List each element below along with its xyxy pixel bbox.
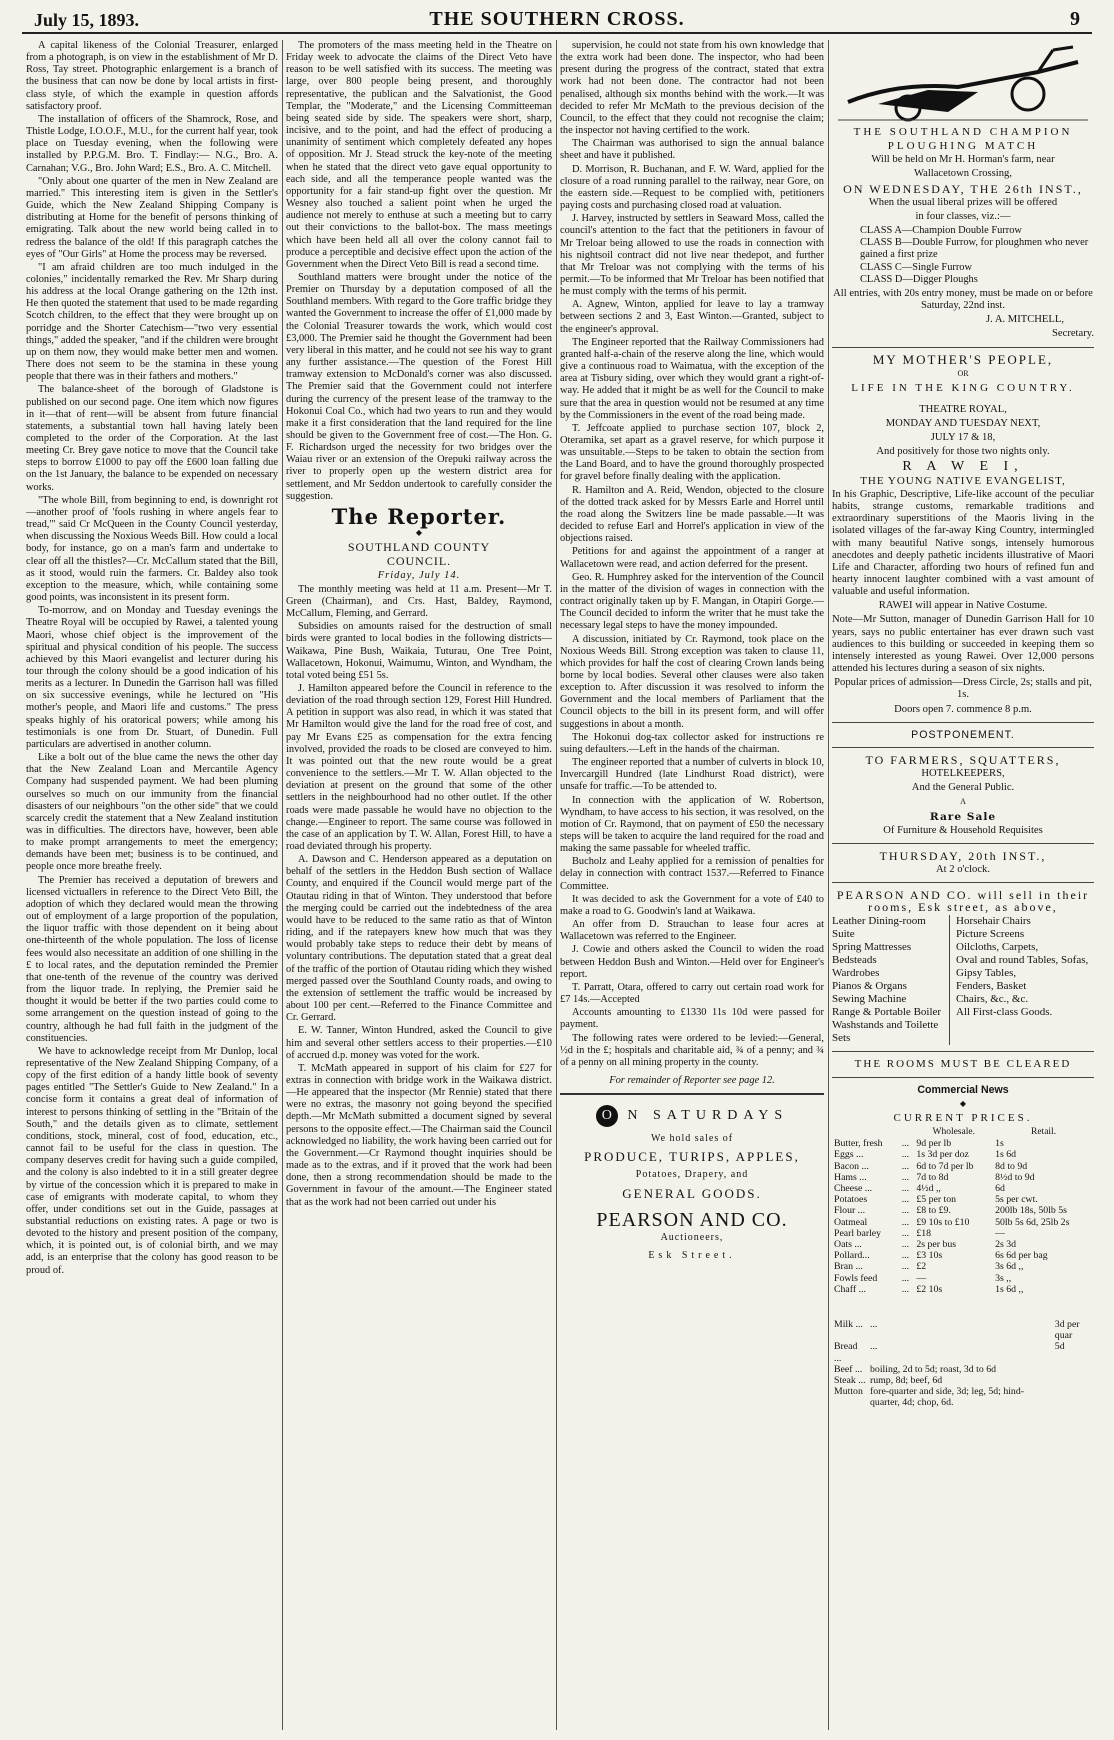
plough-title-2: PLOUGHING MATCH: [887, 140, 1039, 153]
table-cell: 8½d to 9d: [995, 1171, 1035, 1183]
table-cell: Bread ...: [834, 1341, 858, 1364]
col-wholesale: Wholesale.: [932, 1127, 975, 1138]
list-item: Horsehair Chairs: [956, 915, 1031, 928]
table-cell: ...: [901, 1149, 910, 1161]
article-paragraph: Accounts amounting to £1330 11s 10d were passed for payment.: [560, 1007, 824, 1031]
rawei-prices: Popular prices of admission—Dress Circle, 2s; stalls and pit, 1s.: [834, 677, 1092, 701]
table-cell: ...: [901, 1171, 910, 1183]
column-4-ads: [832, 40, 1094, 1730]
sale-items: [832, 915, 1094, 1045]
list-item: Fenders, Basket: [956, 980, 1027, 993]
table-row: [832, 1375, 1094, 1386]
table-cell: 5s per cwt.: [995, 1194, 1038, 1206]
table-cell: £8 to £9.: [916, 1205, 951, 1217]
article-paragraph: The Premier has received a deputation of brewers and licensed victuallers in reference to the Direct Veto Bill, the adoption of which they declared would mean the throwing out of employment of a large proportion of the population, the liquor traffic with those dependent on it being about one-thirteenth of the whole population. The loss of license fees would also necessitate an addition of one shilling in the £ to local rates, and the deputation reminded the Premier that one-tenth of the revenue of the country was derived from the liquor trade. In replying, the Premier said he thought it would be better if the two parties could come to some arrangement on the question instead of going to the country, although he had full faith in the judgment of the constituencies.: [26, 874, 278, 1044]
list-item: Pianos & Organs: [832, 980, 907, 993]
council-heading: SOUTHLAND COUNTY: [347, 540, 491, 555]
table-cell: ...: [901, 1160, 910, 1172]
sale-hotel: HOTELKEEPERS,: [921, 768, 1005, 780]
article-paragraph: "I am afraid children are too much indulged in the colonies," incidentally remarked the Rev. Mr Sharp during his address at the local Orange gathering on the 12th inst. He then quoted the statement that used to be made regarding Scotch children, to the effect that they were brought up on porridge and the Shorter Catechism—"two very essential things," added the speaker, "and if the children were brought up on them now, they would make better men and women. There does not seem to be the stamina in these young people that there was in their fathers and mothers.": [26, 261, 278, 383]
sat-line5: GENERAL GOODS.: [622, 1185, 762, 1201]
divider-ornament: ◆: [959, 1098, 967, 1108]
table-cell: 9d per lb: [916, 1138, 952, 1150]
table-row: [832, 1273, 1094, 1284]
article-paragraph: The installation of officers of the Shamrock, Rose, and Thistle Lodge, I.O.O.F., M.U., for the current half year, took place on Tuesday evening, when the following were installed by P.P.G.M. Bro. T. Findlay:— N.G., Bro. A. Carnahan; V.G., Bro. John Ward; E.S., Bro. A. C. Mitchell.: [26, 113, 278, 174]
sale-of: Of Furniture & Household Requisites: [883, 824, 1043, 836]
list-item: Picture Screens: [956, 928, 1025, 941]
table-cell: Pearl barley: [834, 1227, 882, 1239]
table-row: [832, 1161, 1094, 1172]
col1-articles: [26, 40, 278, 1277]
table-cell: 3s 6d ,,: [995, 1261, 1024, 1273]
article-paragraph: T. McMath appeared in support of his claim for £27 for extras in connection with bridge work in the Waikawa district.—He appeared that the inspector (Mr Rennie) stated that there were no extras, the masonry not going beyond the specified depth.—Mr McMath submitted a document signed by several persons to the opposite effect.—The Chairman said the Council acknowledged no liability, the work having been carried out for the Government.—Cr Raymond thought inquiries should be made as to the extras, and if it proved that the work had been done, then a strong recommendation should be made to the Government in favour of the amount.—The Engineer stated that as the work had not been carried out under his: [286, 1062, 552, 1208]
table-cell: Butter, fresh: [834, 1138, 883, 1150]
article-paragraph: It was decided to ask the Government for a vote of £40 to make a road to G. Goodwin's land at Waikawa.: [560, 893, 824, 917]
plough-line1: Will be held on Mr H. Horman's farm, near: [871, 154, 1055, 166]
rawei-doors: Doors open 7. commence 8 p.m.: [894, 703, 1032, 715]
table-cell: [1053, 1386, 1094, 1408]
sat-line4: Potatoes, Drapery, and: [635, 1169, 749, 1181]
table-cell: ...: [901, 1283, 910, 1295]
list-item: Sewing Machine: [832, 993, 907, 1006]
list-item: Washstands and Toilette Sets: [832, 1019, 939, 1045]
sat-line1: N SATURDAYS: [627, 1108, 789, 1124]
article-paragraph: A discussion, initiated by Cr. Raymond, took place on the Noxious Weeds Bill. Strong exception was taken to clause 11, which provides for half the cost of clearing Crown lands being borne by local bodies. Several other clauses were also taken exception to. After discussion it was resolved to inform the Government and the local members of Parliament that the Council objects to the bill in its present form, and will offer suggestions in about a month.: [560, 633, 824, 730]
table-cell: £2 10s: [916, 1283, 943, 1295]
table-cell: 50lb 5s 6d, 25lb 2s: [995, 1216, 1070, 1228]
article-paragraph: A. Dawson and C. Henderson appeared as a deputation on behalf of the settlers in the Heddon Bush section of Wallace County, and enquired if the Council would merge part of the Otautau riding in that of Winton. They understood that before the merging could be carried out the indebtedness of the area would have to be reduced to the same ratio as that of Winton riding, and if the ratepayers knew how much that was they would probably take steps to reduce their debt by means of voluntary contributions. The deputation stated that a great deal of the traffic of the portion of Otautau riding which they wished merged passed over the Southland County roads, and owing to the extension of settlement the traffic would be increased by about 100 per cent.—Referred to the Finance Committee and Cr. Gerrard.: [286, 854, 552, 1024]
article-paragraph: Bucholz and Leahy applied for a remission of penalties for delay in connection with contract 1537.—Referred to Finance Committee.: [560, 856, 824, 892]
table-row: [832, 1284, 1094, 1295]
sale-to-line: TO FARMERS, SQUATTERS,: [865, 752, 1061, 767]
table-cell: Steak ...: [834, 1375, 866, 1387]
table-row: [832, 1341, 1094, 1363]
sat-line2: We hold sales of: [650, 1133, 734, 1145]
table-cell: Oats ...: [834, 1239, 862, 1251]
article-paragraph: D. Morrison, R. Buchanan, and F. W. Ward, applied for the closure of a road running parallel to the railway, near Gore, on the eastern side.—Request to be complied with, petitioners paying costs and purchasing closed road at valuation.: [560, 163, 824, 212]
article-paragraph: Like a bolt out of the blue came the news the other day that the New Zealand Loan and Mercantile Agency Company had suspended payment. We had been pluming ourselves so much on our immunity from the financial disasters of our neighbours "on the other side" that we could scarcely credit the statement that a New Zealand institution was in difficulties. The directors have, however, been able to make prompt arrangements to meet the emergency; demands have been met; business is to be continued, and people once more breathe freely.: [26, 752, 278, 873]
table-cell: 1s 6d ,,: [995, 1283, 1024, 1295]
table-cell: ...: [901, 1194, 910, 1206]
table-cell: Eggs ...: [834, 1149, 864, 1161]
list-item: CLASS C—Single Furrow: [860, 261, 973, 273]
list-item: Chairs, &c., &c.: [956, 993, 1029, 1006]
plough-date: ON WEDNESDAY, THE 26th INST.,: [843, 181, 1083, 196]
table-cell: Hams ...: [834, 1171, 867, 1183]
table-row: [832, 1250, 1094, 1261]
article-paragraph: Geo. R. Humphrey asked for the intervention of the Council in the matter of the division of wages in connection with the contract originally taken up by F. Mangan, in Otapiri Gorge.—The Council decided to inform the writer that he must take the necessary legal steps to have the money impounded.: [560, 571, 824, 632]
table-cell: 6d to 7d per lb: [916, 1160, 974, 1172]
article-paragraph: The Hokonui dog-tax collector asked for instructions re suing defaulters.—Left in the hands of the chairman.: [560, 731, 824, 755]
sale-date: THURSDAY, 20th INST.,: [879, 848, 1047, 863]
table-row: [832, 1217, 1094, 1228]
article-paragraph: E. W. Tanner, Winton Hundred, asked the Council to give him and several other settlers access to their properties.—£10 of accrued d.p. money was voted for the work.: [286, 1025, 552, 1061]
list-item: Gipsy Tables,: [956, 967, 1017, 980]
prices-table: [832, 1126, 1094, 1295]
meat-prices-table: [832, 1319, 1094, 1409]
article-paragraph: The promoters of the mass meeting held in the Theatre on Friday week to advocate the claims of the Direct Veto have reason to be well satisfied with its success. The meeting was large, over 800 people being present, and thoroughly representative, the publican and the Salvationist, the Good Templar, the "Moderate," and the Licensing Committeeman being seated side by side. The speakers were short, sharp, incisive, and to the point, and had the effect of producing a unanimity of sentiment which completely defeated any hopes of opposition. Mr J. Stead struck the key-note of the meeting when he stated that the direct veto gave equal opportunity to each side, and all the temperance people wanted was the opportunity for a fair stand-up fight over the question. Mr Wesney also touched a salient point when he urged the audience not merely to enthuse at such a meeting but to carry out their convictions to the ballot-box. The mass meetings which have been held all all over the colony cannot fail to produce a perceptible and decisive effect upon the action of the Government when the Direct Veto Bill is read a second time.: [286, 40, 552, 270]
table-row: [832, 1319, 1094, 1341]
list-item: All First-class Goods.: [956, 1006, 1053, 1019]
article-paragraph: A. Agnew, Winton, applied for leave to lay a tramway between sections 2 and 3, East Winton.—Granted, subject to the engineer's approval.: [560, 299, 824, 335]
column-1: [26, 40, 278, 1730]
table-row: [832, 1239, 1094, 1250]
table-cell: Potatoes: [834, 1194, 868, 1206]
council-heading-2: COUNCIL.: [386, 554, 452, 569]
newspaper-title: THE SOUTHERN CROSS.: [429, 8, 685, 30]
table-cell: 3d per quar: [1054, 1319, 1080, 1342]
rawei-dates: MONDAY AND TUESDAY NEXT,: [885, 418, 1041, 430]
table-cell: ...: [901, 1227, 910, 1239]
table-cell: rump, 8d; beef, 6d: [870, 1375, 943, 1387]
table-cell: Milk ...: [834, 1319, 863, 1331]
rooms-cleared: THE ROOMS MUST BE CLEARED: [854, 1058, 1072, 1071]
firm-name: PEARSON AND CO.: [596, 1208, 788, 1231]
table-cell: £9 10s to £10: [916, 1216, 970, 1228]
list-item: CLASS D—Digger Ploughs: [860, 273, 978, 285]
list-item: CLASS A—Champion Double Furrow: [860, 225, 1022, 237]
article-paragraph: The following rates were ordered to be levied:—General, ½d in the £; hospitals and charitable aid, ¾ of a penny; and ¾ of a penny on all mining property in the county.: [560, 1032, 824, 1068]
article-paragraph: J. Hamilton appeared before the Council in reference to the deviation of the road through section 129, Forest Hill Hundred. A petition in support was also read, in which it was stated that Mr Hamilton would give the land for the road free of cost, and pay Mr Evans £25 as compensation for the extra fencing involved, provided the roads to be closed are conveyed to him. It was pointed out that the new route would be a great convenience to the settlers.—Mr T. W. Allan objected to the deviation at present on the ground that some of the other settlers in the neighbourhood had no other outlet. If the other roads were made passable he would have no objection to the change.—Engineer to report. The same course was followed in the case of an application by T. W. Allan, Forest Hill, to have a road deviated through his property.: [286, 682, 552, 852]
article-paragraph: R. Hamilton and A. Reid, Wendon, objected to the closure of the dotted track asked for by Messrs Earle and Horrel until the road along the Switzers line be made passable.—It was decided to refuse Earl and Horrel's application in view of the objections raised.: [560, 484, 824, 545]
col-retail: Retail.: [1031, 1127, 1057, 1138]
table-cell: ...: [901, 1272, 910, 1284]
article-paragraph: A capital likeness of the Colonial Treasurer, enlarged from a photograph, is on view in the establishment of Mr D. Ross, Tay street. Photographic enlargement is a branch of the business that can now be done by local artists in first-class style, of which the example in question affords satisfactory proof.: [26, 40, 278, 112]
rawei-only: And positively for those two nights only.: [876, 446, 1050, 458]
plough-entries: All entries, with 20s entry money, must be made on or before Saturday, 22nd inst.: [833, 287, 1093, 312]
table-row: [832, 1386, 1094, 1408]
col2-articles: [286, 40, 552, 503]
article-paragraph: T. Jeffcoate applied to purchase section 107, block 2, Oteramika, set apart as a gravel reserve, for which purpose it was unsuitable.—Steps to be taken to obtain the section from the Land Board, and to have the ground thoroughly prospected for gravel before finally dealing with the application.: [560, 422, 824, 483]
column-rule: [556, 40, 557, 1730]
column-rule: [828, 40, 829, 1730]
article-paragraph: The Chairman was authorised to sign the annual balance sheet and have it published.: [560, 138, 824, 162]
issue-date: July 15, 1893.: [34, 10, 140, 30]
rawei-subtitle: LIFE IN THE KING COUNTRY.: [851, 381, 1075, 394]
rawei-name: R A W E I,: [902, 458, 1024, 474]
rawei-body: In his Graphic, Descriptive, Life-like account of the peculiar habits, strange customs, remarkable traditions and extraordinary superstitions of the Maoris living in the isolated villages of the far-away King Country, intermingled with many beautiful Native songs, intensely humorous anecdotes and deeply pathetic incidents illustrative of Maori Life and Character, affording two hours of refined fun and hearty innocent laughter combined with a vast amount of valuable and useful information.: [832, 488, 1094, 598]
plough-classes: [832, 225, 1094, 286]
list-item: Oval and round Tables, Sofas,: [956, 954, 1089, 967]
table-cell: 6d: [995, 1183, 1005, 1195]
table-cell: Beef ...: [834, 1363, 863, 1375]
article-paragraph: "The whole Bill, from beginning to end, is downright rot—another proof of 'fools rushing in where angels fear to tread,'" said Cr McQueen in the County Council yesterday, when discussing the Noxious Weeds Bill. How could a local body, for instance, go on a man's farm and undertake to clear off all the thistles?—Cr. McCallum stated that the Bill, as it stood, would ruin the farmers. Cr. Baldey also took exception to the measure, which, while containing some good points, was inconsistent in its present form.: [26, 494, 278, 604]
table-cell: ...: [901, 1239, 910, 1251]
table-cell: ...: [870, 1341, 878, 1353]
page-number: 9: [1070, 8, 1080, 30]
table-cell: 7d to 8d: [916, 1171, 949, 1183]
table-row: [832, 1205, 1094, 1216]
plough-illustration-icon: [838, 42, 1088, 124]
table-row: [832, 1138, 1094, 1149]
article-paragraph: To-morrow, and on Monday and Tuesday evenings the Theatre Royal will be occupied by Rawei, a talented young Maori, whose chief object is the improvement of the spiritual and physical condition of his people. The success achieved by this Maori evangelist and lecturer during his tour through the colony should be a good indication of his merits as a lecturer. In Dunedin the Garrison hall was filled on six successive evenings, while he lectured on "His mother's people, and Maori life and customs." The press speaks highly of his oratorical powers; while among his testimonials is one from Dr. Stuart, of Dunedin. Full particulars are advertised in another column.: [26, 605, 278, 750]
table-cell: £3 10s: [916, 1250, 943, 1262]
sale-items-left: [832, 915, 950, 1045]
list-item: Range & Portable Boiler: [832, 1006, 942, 1019]
article-paragraph: We have to acknowledge receipt from Mr Dunlop, local representative of the New Zealand Shipping Company, of a copy of the first edition of a handy little book of seventy pages entitled "The Settler's Guide to New Zealand." In a concise form it contains a great deal of information of interest to persons thinking of settling in the "Britain of the South," and the details given as to climate, settlement conditions, stock, mineral, cost of food, education, etc., cannot fail to be useful for the class in question. The company deserves credit for having such a guide compiled, and the colony is also indebted to it in a still greater degree by virtue of the concession which it is prepared to make in case of emigrants with moderate capital, to whom they offer, under conditions set out in the Guide, passages at substantial reductions on existing rates. A page or two is devoted to the history and present position of the company, which, it is pointed out, is of colonial birth, and we may add, is an enterprise that the colony has good reason to be proud of.: [26, 1045, 278, 1276]
table-cell: 2s per bus: [916, 1239, 957, 1251]
table-cell: £2: [916, 1261, 927, 1273]
saturday-sales-ad: [560, 1105, 824, 1262]
table-cell: 1s 3d per doz: [916, 1149, 969, 1161]
table-cell: Fowls feed: [834, 1272, 878, 1284]
continued-note: For remainder of Reporter see page 12.: [609, 1074, 775, 1086]
firm-role: Auctioneers,: [660, 1231, 724, 1243]
plough-role: Secretary.: [1052, 328, 1094, 340]
article-paragraph: J. Cowie and others asked the Council to widen the road between Heddon Bush and Winton.—Held over for Engineer's report.: [560, 944, 824, 980]
table-cell: ...: [870, 1319, 878, 1331]
article-paragraph: "Only about one quarter of the men in New Zealand are married." This interesting item is given in the Settler's Guide, which the New Zealand Shipping Company is distributing at Home for the benefit of persons thinking of emigrating. Talk about the new world being called in to redress the balance of the old! If this paragraph catches the eyes of "Our Girls" at Home the process may be reversed.: [26, 175, 278, 260]
table-cell: boiling, 2d to 5d; roast, 3d to 6d: [870, 1363, 997, 1375]
table-cell: 8d to 9d: [995, 1160, 1028, 1172]
sale-time: At 2 o'clock.: [936, 863, 990, 875]
list-item: CLASS B—Double Furrow, for ploughmen who never gained a first prize: [860, 237, 1089, 261]
table-cell: 2s 3d: [995, 1239, 1017, 1251]
article-paragraph: In connection with the application of W. Robertson, Wyndham, to have access to his section, it was resolved, on the motion of Cr. Raymond, that on payment of £50 the necessary steps will be taken to acquire the land required for the road and making the same passable for wheeled traffic.: [560, 794, 824, 855]
rawei-note: Note—Mr Sutton, manager of Dunedin Garrison Hall for 10 years, says no public entertainer has ever drawn such vast audiences to this building or succeeded in keeping them so intensely interested as young Rawei. Over 12,000 persons attended his lectures during a season of six nights.: [832, 614, 1094, 675]
table-cell: Mutton: [834, 1386, 863, 1398]
plough-line4: When the usual liberal prizes will be offered: [868, 196, 1058, 208]
sale-items-right: [950, 915, 1090, 1045]
table-row: [832, 1364, 1094, 1375]
reporter-heading: The Reporter.: [331, 503, 507, 529]
sale-public: And the General Public.: [911, 782, 1015, 794]
article-paragraph: Petitions for and against the appointment of a ranger at Wallacetown were read, and action deferred for the present.: [560, 546, 824, 570]
table-row: [832, 1261, 1094, 1272]
table-cell: 4½d ,,: [916, 1183, 941, 1195]
table-row: [832, 1172, 1094, 1183]
firm-street: Esk Street.: [648, 1250, 736, 1262]
rawei-or: OR: [957, 368, 969, 378]
table-cell: Oatmeal: [834, 1216, 868, 1228]
article-paragraph: The engineer reported that a number of culverts in block 10, Invercargill Hundred (late Lindhurst Road district), were unsafe for traffic.—To be attended to.: [560, 757, 824, 793]
table-cell: ...: [901, 1216, 910, 1228]
commercial-heading: Commercial News: [917, 1083, 1009, 1096]
plough-line5: in four classes, viz.:—: [915, 210, 1011, 222]
rawei-venue: THEATRE ROYAL,: [919, 403, 1007, 415]
table-cell: Bran ...: [834, 1261, 863, 1273]
table-cell: ...: [901, 1205, 910, 1217]
table-cell: Cheese ...: [834, 1183, 873, 1195]
column-3: [560, 40, 824, 1730]
table-cell: 1s: [995, 1138, 1004, 1150]
masthead: [22, 6, 1092, 34]
rawei-tagline: THE YOUNG NATIVE EVANGELIST,: [860, 474, 1066, 487]
table-cell: ...: [901, 1250, 910, 1262]
table-row: [832, 1194, 1094, 1205]
table-row: [832, 1228, 1094, 1239]
plough-line2: Wallacetown Crossing,: [913, 168, 1012, 180]
article-paragraph: T. Parratt, Otara, offered to carry out certain road work for £7 14s.—Accepted: [560, 981, 824, 1006]
sale-a: A: [960, 797, 966, 807]
col2-report: [286, 584, 552, 1209]
dropcap-o: O: [596, 1105, 618, 1127]
article-paragraph: supervision, he could not state from his own knowledge that the extra work had been done. The inspector, who had been present during the progress of the contract, stated that extra work had not been done. The contractor had not been penalised, although six months behind with the work.—It was decided to refer Mr McMath to the previous decision of the Council, to the effect that they could not recognise the claim; the inspector not having certified to the work.: [560, 40, 824, 137]
list-item: Oilcloths, Carpets,: [956, 941, 1039, 954]
postponement-heading: POSTPONEMENT.: [911, 728, 1015, 741]
table-cell: ...: [901, 1183, 910, 1195]
article-paragraph: The balance-sheet of the borough of Gladstone is published on our second page. One item which now figures in it—that of rent—will be absent from future financial statements, a substantial town hall having lately been completed to the order of the Corporation. At the last meeting Cr. Brey gave notice to move that the Council take steps to borrow £1000 to pay off the £600 loan falling due on the 1st January, the balance to be expended on necessary works.: [26, 384, 278, 493]
list-item: Leather Dining-room Suite: [832, 915, 926, 941]
table-cell: ...: [901, 1261, 910, 1273]
rawei-title: MY MOTHER'S PEOPLE,: [872, 351, 1054, 367]
table-row: [832, 1149, 1094, 1160]
article-paragraph: Southland matters were brought under the notice of the Premier on Thursday by a deputation composed of all the Southland members. With regard to the Gore traffic bridge they wanted the Government to increase the offer of £1,000 made by the Colonial Treasurer towards the work, which would cost £3,000. The Premier said he thought the Government had been very liberal in this matter, and he could not see his way to grant any further assistance.—The question of the Forest Hill tramway extension to McDonald's corner was also discussed. The Premier said that the Government could not interfere during the currency of the present lease of the tramway to the Hokonui Coal Co., which had two years to run and they would make it a first consideration that the land required for the line should be given to the Government free of cost.—The Hon. G. F. Richardson urged the necessity for two bridges over the Waiau river or an extension of the Orepuki railway across the river to properly open up the western district area for settlement, and Mr Seddon undertook to carefully consider the suggestion.: [286, 271, 552, 502]
table-cell: Pollard...: [834, 1250, 870, 1262]
table-cell: Flour ...: [834, 1205, 866, 1217]
table-row: [832, 1183, 1094, 1194]
rawei-costume: RAWEI will appear in Native Costume.: [878, 600, 1048, 612]
current-prices: CURRENT PRICES.: [893, 1111, 1033, 1124]
table-cell: [1053, 1375, 1094, 1386]
sale-sell: PEARSON AND CO. will sell in their rooms, Esk street, as above,: [836, 888, 1090, 915]
col3-report: [560, 40, 824, 1069]
table-cell: 6s 6d per bag: [995, 1250, 1048, 1262]
rare-sale-heading: Rare Sale: [929, 810, 997, 823]
table-cell: Chaff ...: [834, 1283, 866, 1295]
list-item: Spring Mattresses: [832, 941, 912, 954]
divider-ornament: ◆: [415, 528, 423, 538]
plough-title: THE SOUTHLAND CHAMPION: [853, 126, 1073, 138]
plough-signed: J. A. MITCHELL,: [986, 314, 1064, 326]
table-cell: 3s ,,: [995, 1272, 1012, 1284]
list-item: Bedsteads: [832, 954, 877, 967]
column-rule: [282, 40, 283, 1730]
table-cell: 1s 6d: [995, 1149, 1017, 1161]
article-paragraph: The Engineer reported that the Railway Commissioners had granted half-a-chain of the reserve along the line, which would give a continuous road to Waimatua, with the exception of the area at Tisbury siding, over which they would grant a right-of-way. He added that it might be as well for the Council to make sure that the area in question would not be resumed at any time by the Commissioners in the event of the road being made.: [560, 336, 824, 421]
article-paragraph: An offer from D. Strauchan to lease four acres at Wallacetown was referred to the Engineer.: [560, 919, 824, 943]
table-cell: £5 per ton: [916, 1194, 957, 1206]
column-2: [286, 40, 552, 1730]
article-paragraph: Subsidies on amounts raised for the destruction of small birds were granted to local bodies in the following districts—Waikawa, Pine Bush, Waikaia, Tuturau, One Tree Point, Wallacetown, Hokonui, Waimumu, Winton, and Wyndham, the total voted being £51 5s.: [286, 621, 552, 681]
table-cell: Bacon ...: [834, 1160, 869, 1172]
list-item: Wardrobes: [832, 967, 880, 980]
article-paragraph: J. Harvey, instructed by settlers in Seaward Moss, called the council's attention to the fact that the petitioners in favour of Mr Treloar being allowed to use the roads in connection with his nightsoil contract did not live near thedepot, and further that Mr Treloar was not complying with the terms of his permit.—To be informed that Mr Treloar has been notified that he must comply with the terms of his permit.: [560, 213, 824, 298]
table-cell: £18: [916, 1227, 932, 1239]
table-cell: 5d: [1054, 1341, 1065, 1353]
article-paragraph: The monthly meeting was held at 11 a.m. Present—Mr T. Green (Chairman), and Crs. Hast, Baldey, Raymond, McCallum, Fleming, and Gerrard.: [286, 583, 552, 620]
table-cell: [1053, 1364, 1094, 1375]
table-cell: 200lb 18s, 50lb 5s: [995, 1205, 1067, 1217]
table-cell: —: [916, 1272, 927, 1284]
table-cell: fore-quarter and side, 3d; leg, 5d; hind-quarter, 4d; chop, 6d.: [870, 1386, 1024, 1409]
rawei-dates-2: JULY 17 & 18,: [930, 432, 996, 444]
sat-line3: PRODUCE, TURIPS, APPLES,: [584, 1149, 800, 1165]
table-cell: —: [995, 1227, 1005, 1239]
report-date: Friday, July 14.: [377, 569, 461, 581]
table-cell: ...: [901, 1138, 910, 1150]
